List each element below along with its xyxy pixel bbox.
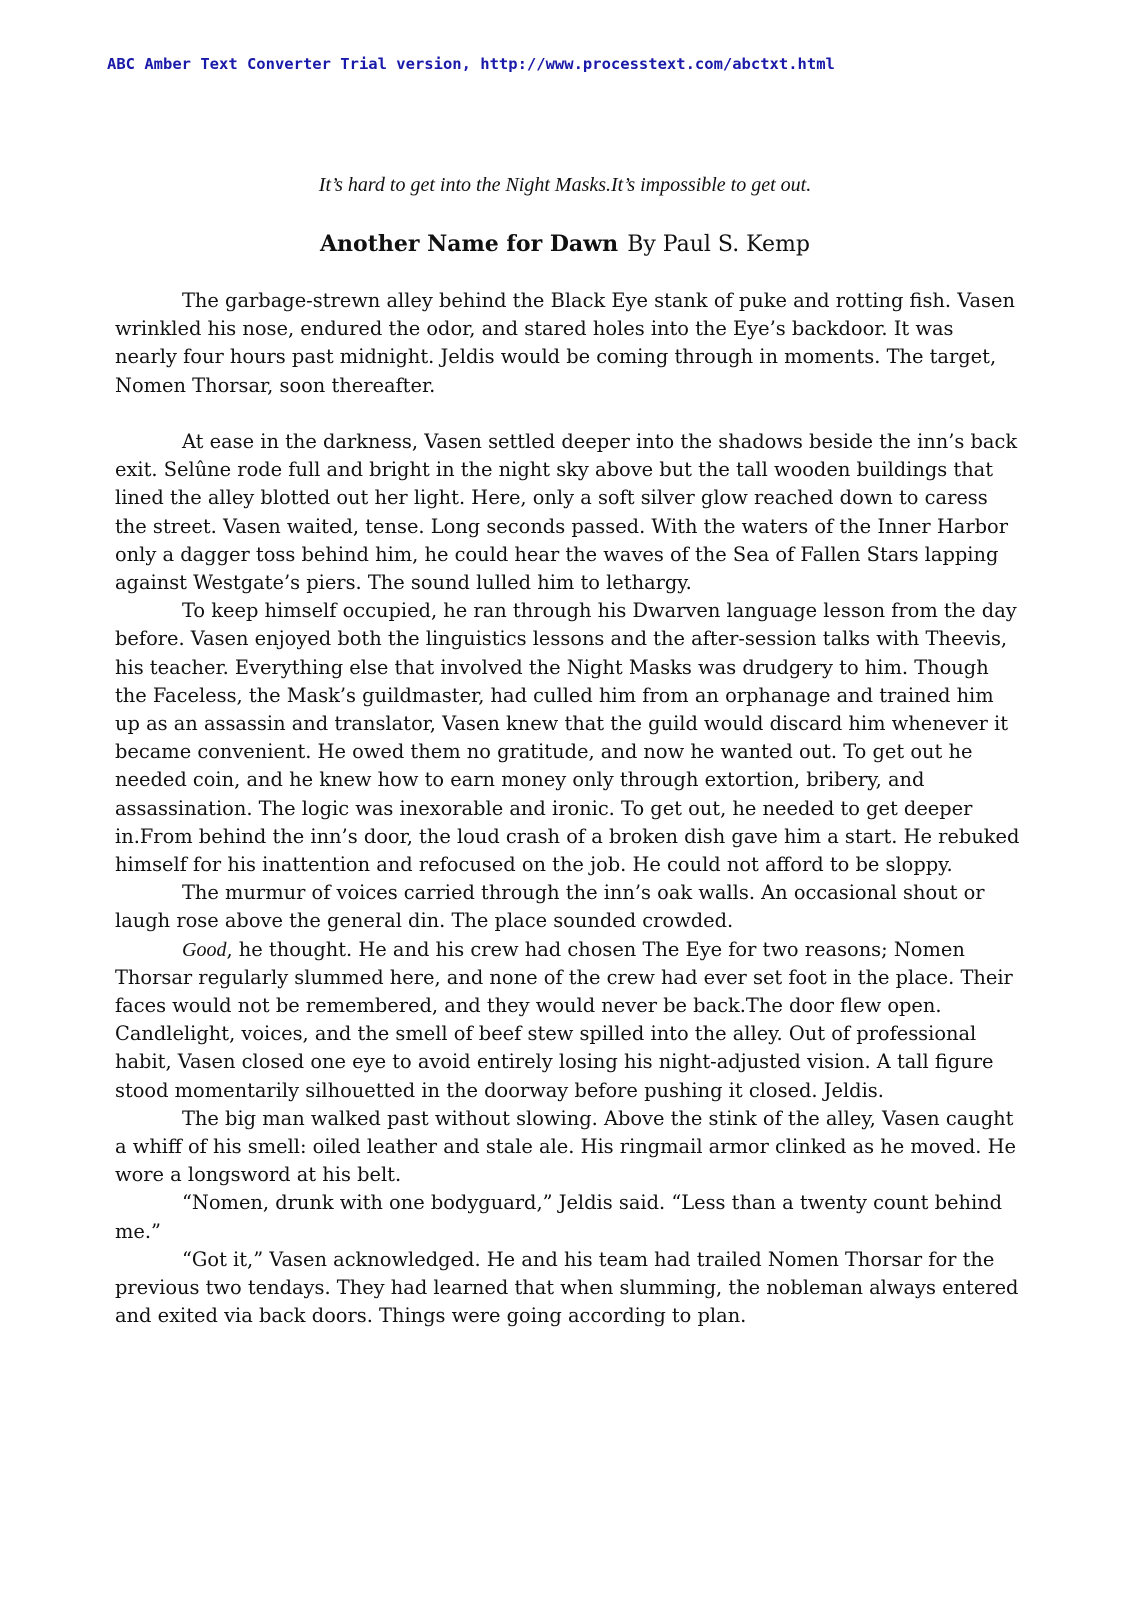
paragraph: “Got it,” Vasen acknowledged. He and his team had trailed Nomen Thorsar for the previous two tendays. They had learned that when slumming, the nobleman always entered and exited via back doors. Things were going according to plan. [115,1247,1019,1328]
title-line [0,231,1130,257]
paragraph: The murmur of voices carried through the inn’s oak walls. An occasional shout or laugh rose above the general din. The place sounded crowded. [115,881,985,933]
emphasis-text: Good [182,938,227,961]
story-body [115,287,1020,1331]
paragraph-text: , he thought. He and his crew had chosen The Eye for two reasons; Nomen Thorsar regularly slummed here, and none of the crew had ever set foot in the place. Their faces would not be remembered, and they would never be back.The door flew open. Candlelight, voices, and the smell of beef stew spilled into the alley. Out of professional habit, Vasen closed one eye to avoid entirely losing his night-adjusted vision. A tall figure stood momentarily silhouetted in the doorway before pushing it closed. Jeldis. [115,937,1013,1102]
paragraph: The garbage-strewn alley behind the Black Eye stank of puke and rotting fish. Vasen wrinkled his nose, endured the odor, and stared holes into the Eye’s backdoor. It was nearly four hours past midnight. Jeldis would be coming through in moments. The target, Nomen Thorsar, soon thereafter. [115,289,1015,397]
paragraph [115,936,1020,1105]
paragraph: At ease in the darkness, Vasen settled deeper into the shadows beside the inn’s back exit. Selûne rode full and bright in the night sky above but the tall wooden buildings that lined the alley blotted out her light. Here, only a soft silver glow reached down to caress the street. Vasen waited, tense. Long seconds passed. With the waters of the Inner Harbor only a dagger toss behind him, he could hear the waves of the Sea of Fallen Stars lapping against Westgate’s piers. The sound lulled him to lethargy. [115,430,1018,595]
paragraph: “Nomen, drunk with one bodyguard,” Jeldis said. “Less than a twenty count behind me.” [115,1191,1003,1243]
paragraph: To keep himself occupied, he ran through his Dwarven language lesson from the day before. Vasen enjoyed both the linguistics lessons and the after-session talks with Theevis, his teacher. Everything else that involved the Night Masks was drudgery to him. Though the Faceless, the Mask’s guildmaster, had culled him from an orphanage and trained him up as an assassin and translator, Vasen knew that the guild would discard him whenever it became convenient. He owed them no gratitude, and now he wanted out. To get out he needed coin, and he knew how to earn money only through extortion, bribery, and assassination. The logic was inexorable and ironic. To get out, he needed to get deeper in.From behind the inn’s door, the loud crash of a broken dish gave him a start. He rebuked himself for his inattention and refocused on the job. He could not afford to be sloppy. [115,599,1020,877]
paragraph: The big man walked past without slowing. Above the stink of the alley, Vasen caught a whiff of his smell: oiled leather and stale ale. His ringmail armor clinked as he moved. He wore a longsword at his belt. [115,1106,1016,1187]
story-title: Another Name for Dawn [319,231,619,257]
story-tagline: It’s hard to get into the Night Masks.It’s impossible to get out. [318,174,812,196]
trial-banner: ABC Amber Text Converter Trial version, http://www.processtext.com/abctxt.html [107,55,835,73]
story-byline: By Paul S. Kemp [627,232,810,257]
